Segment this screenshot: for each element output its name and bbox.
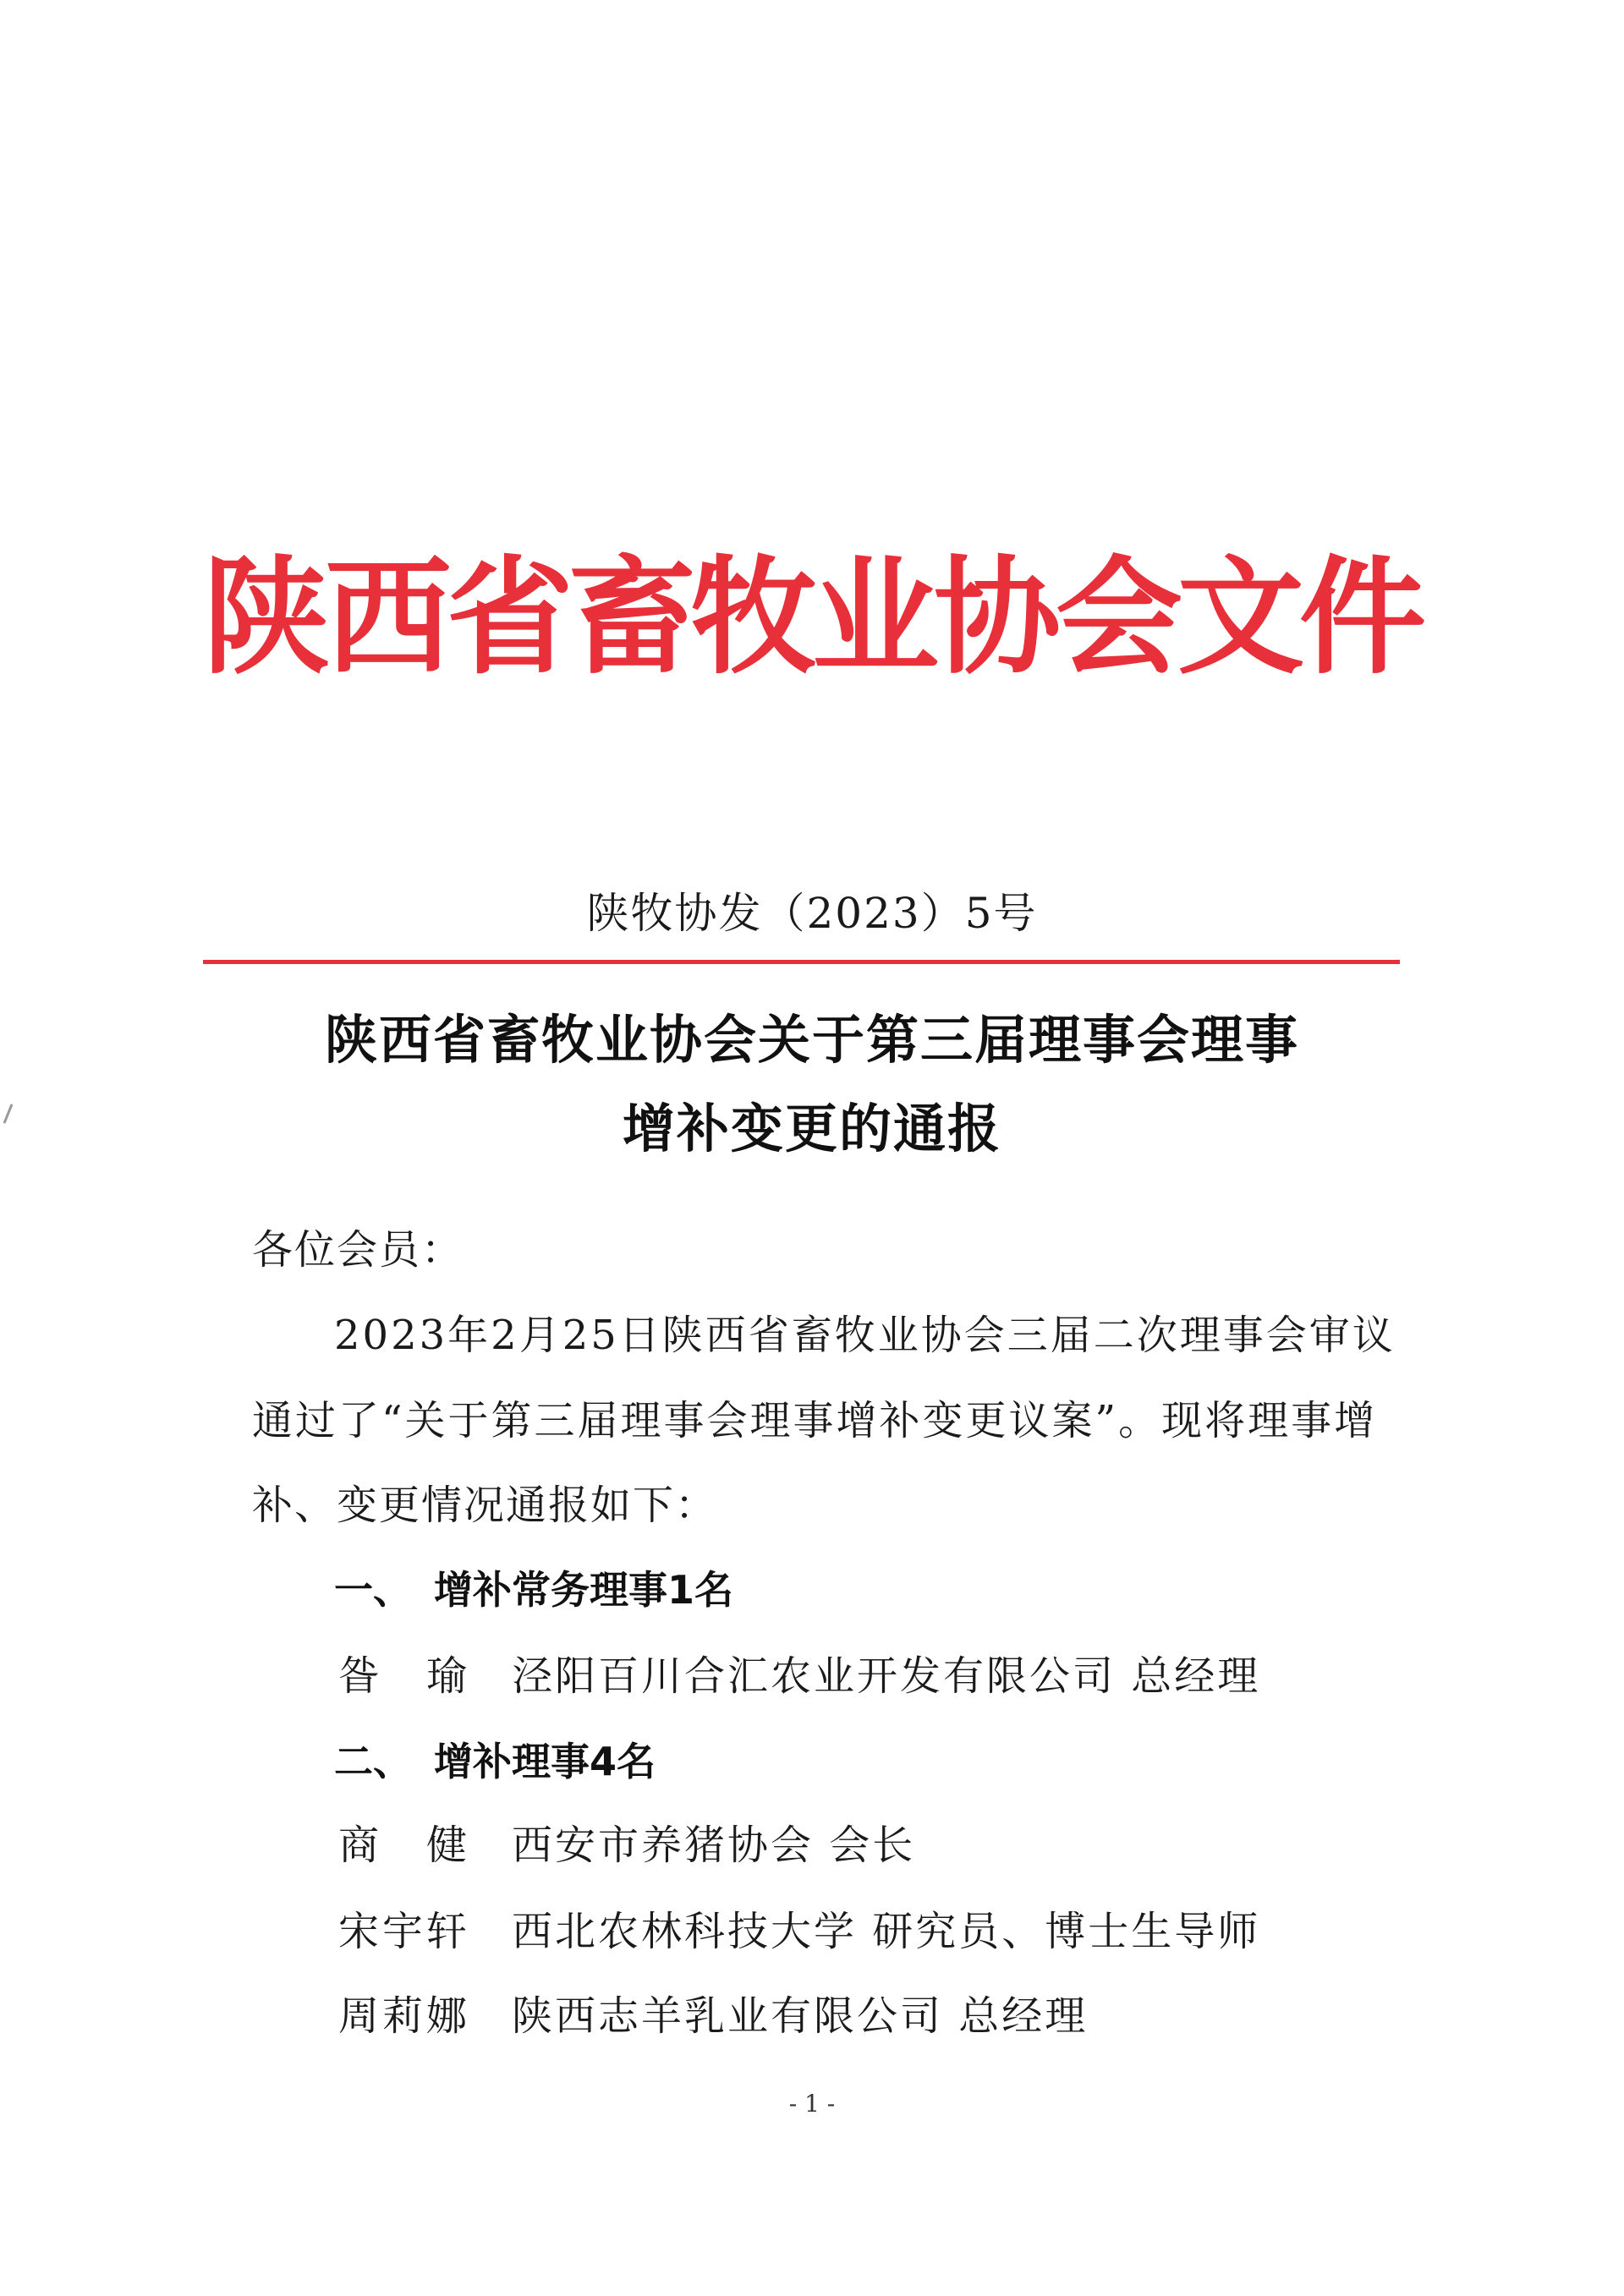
member-name: 宋宇轩 (338, 1908, 471, 1955)
member-row (338, 1904, 1260, 1959)
section-heading-standing-director (334, 1563, 733, 1617)
document-heading-line1: 陕西省畜牧业协会关于第三届理事会理事 (324, 1009, 1299, 1071)
paragraph-line: 通过了“关于第三届理事会理事增补变更议案”。现将理事增 (252, 1397, 1378, 1444)
section-title: 增补常务理事1名 (434, 1567, 734, 1613)
section-title: 增补理事4名 (434, 1739, 656, 1784)
member-organization: 泾阳百川合汇农业开发有限公司 总经理 (512, 1652, 1261, 1700)
page-number: - 1 - (788, 2090, 836, 2118)
member-name: 商健 (338, 1822, 515, 1869)
section-heading-director (334, 1734, 656, 1789)
red-divider (203, 960, 1400, 964)
org-title: 陕西省畜牧业协会文件 (203, 543, 1422, 692)
member-row (338, 1649, 1260, 1703)
document-heading-line2: 增补变更的通报 (622, 1098, 1001, 1159)
member-name: 周莉娜 (338, 1992, 471, 2040)
member-organization: 西北农林科技大学 研究员、博士生导师 (512, 1908, 1261, 1955)
salutation: 各位会员： (252, 1226, 464, 1274)
member-organization: 西安市养猪协会 会长 (512, 1822, 916, 1869)
paragraph-line: 2023年2月25日陕西省畜牧业协会三届二次理事会审议 (334, 1312, 1396, 1359)
member-row (338, 1989, 1088, 2043)
member-name: 昝瑜 (338, 1652, 515, 1700)
paragraph-line: 补、变更情况通报如下： (252, 1482, 718, 1529)
member-organization: 陕西志羊乳业有限公司 总经理 (512, 1992, 1089, 2040)
member-row (338, 1818, 915, 1872)
doc-number: 陕牧协发（2023）5号 (586, 889, 1038, 938)
section-number: 二、 (334, 1739, 412, 1784)
section-number: 一、 (334, 1567, 412, 1613)
